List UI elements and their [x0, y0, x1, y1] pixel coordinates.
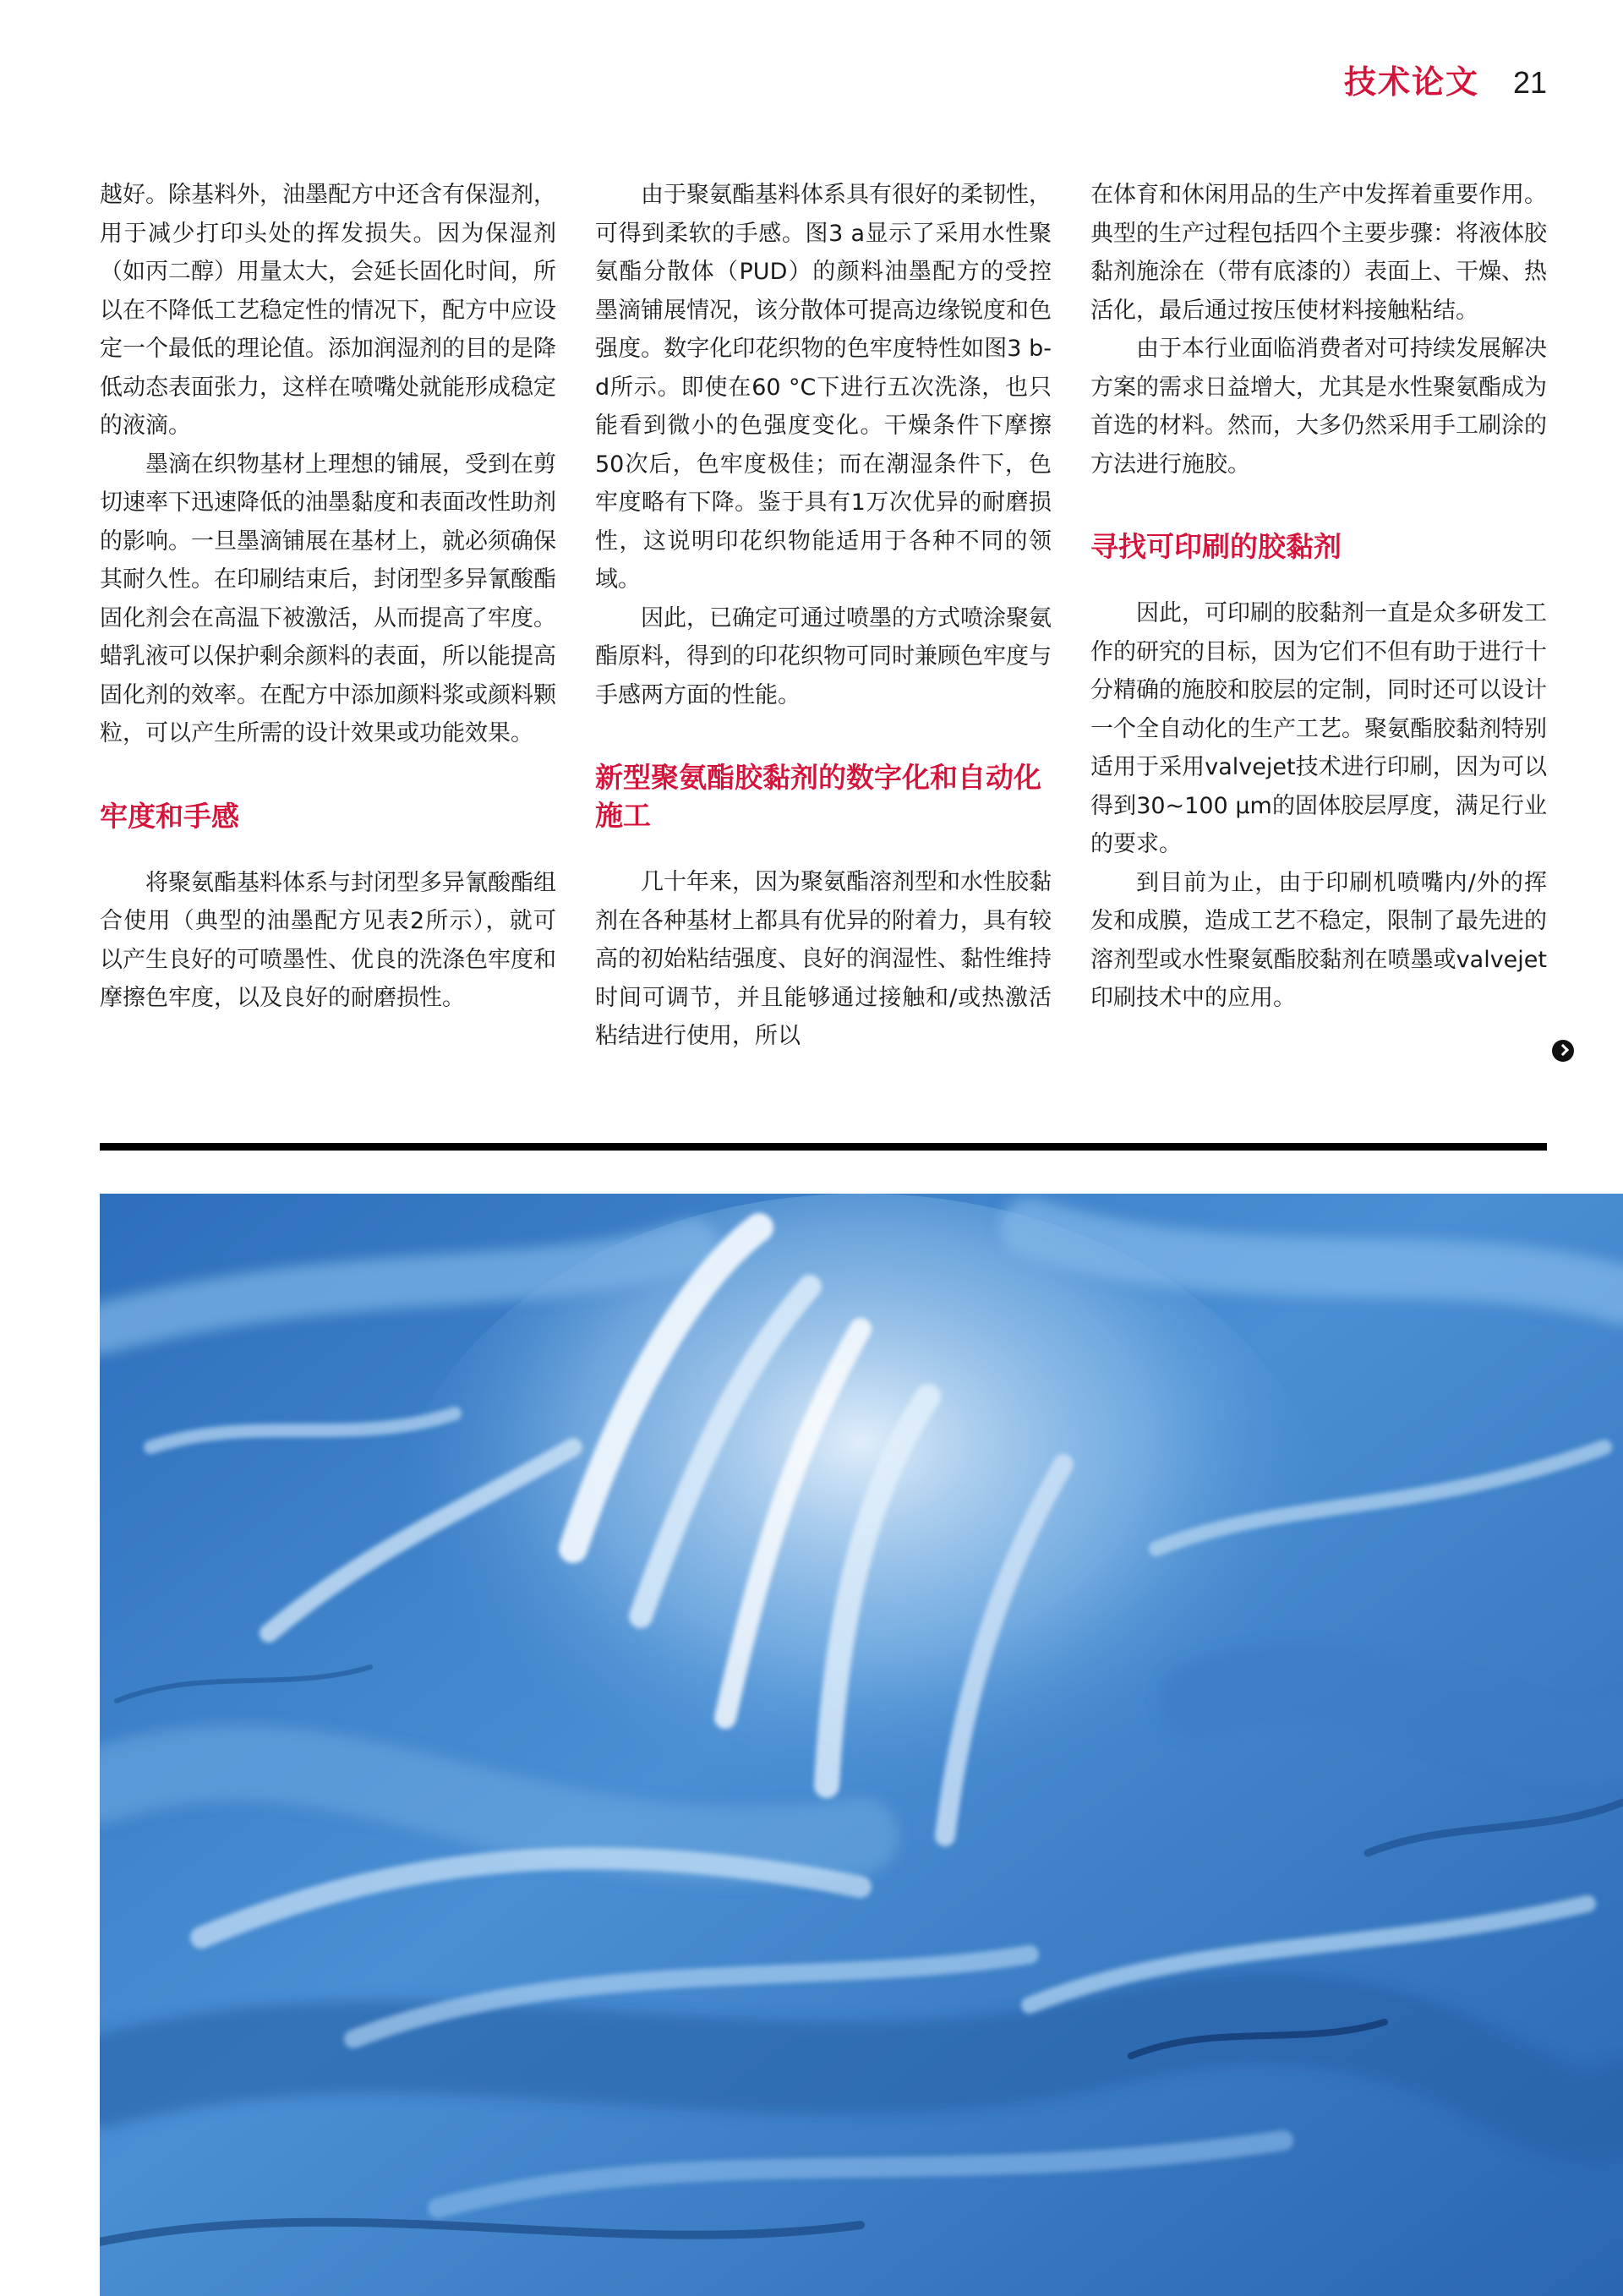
section-heading-digital-adhesive: 新型聚氨酯胶黏剂的数字化和自动化施工: [595, 761, 1041, 832]
paragraph: 墨滴在织物基材上理想的铺展，受到在剪切速率下迅速降低的油墨黏度和表面改性助剂的影响。一旦墨滴铺展在基材上，就必须确保其耐久性。在印刷结束后，封闭型多异氰酸酯固化剂会在高温下被激活，从而提高了牢度。蜡乳液可以保护剩余颜料的表面，所以能提高固化剂的效率。在配方中添加颜料浆或颜料颗粒，可以产生所需的设计效果或功能效果。: [100, 451, 556, 746]
article-body: [100, 176, 1547, 1056]
paragraph: 因此，可印刷的胶黏剂一直是众多研发工作的研究的目标，因为它们不但有助于进行十分精确的施胶和胶层的定制，同时还可以设计一个全自动化的生产工艺。聚氨酯胶黏剂特别适用于采用valvejet技术进行印刷，因为可以得到30~100 μm的固体胶层厚度，满足行业的要求。: [1090, 600, 1547, 857]
column-2: [595, 176, 1052, 1056]
divider: [100, 1143, 1547, 1151]
section-heading-printable-adhesive: 寻找可印刷的胶黏剂: [1090, 530, 1342, 563]
page-number: 21: [1512, 65, 1547, 100]
paragraph: 因此，已确定可通过喷墨的方式喷涂聚氨酯原料，得到的印花织物可同时兼顾色牢度与手感两方面的性能。: [595, 604, 1052, 708]
column-1: [100, 176, 556, 1056]
paragraph: 越好。除基料外，油墨配方中还含有保湿剂，用于减少打印头处的挥发损失。因为保湿剂（如丙二醇）用量太大，会延长固化时间，所以在不降低工艺稳定性的情况下，配方中应设定一个最低的理论值。添加润湿剂的目的是降低动态表面张力，这样在喷嘴处就能形成稳定的液滴。: [100, 182, 556, 439]
paragraph: 在体育和休闲用品的生产中发挥着重要作用。典型的生产过程包括四个主要步骤：将液体胶黏剂施涂在（带有底漆的）表面上、干燥、热活化，最后通过按压使材料接触粘结。: [1090, 182, 1547, 324]
section-title: 技术论文: [1343, 63, 1479, 101]
section-heading-fastness: 牢度和手感: [100, 799, 239, 833]
page-header: [1344, 56, 1547, 102]
paragraph: 由于本行业面临消费者对可持续发展解决方案的需求日益增大，尤其是水性聚氨酯成为首选的材料。然而，大多仍然采用手工刷涂的方法进行施胶。: [1090, 336, 1547, 478]
blue-paint-image: [100, 1194, 1623, 2296]
chevron-right-circle-icon[interactable]: [1552, 1040, 1574, 1062]
paragraph: 将聚氨酯基料体系与封闭型多异氰酸酯组合使用（典型的油墨配方见表2所示），就可以产生良好的可喷墨性、优良的洗涤色牢度和摩擦色牢度，以及良好的耐磨损性。: [100, 869, 556, 1011]
paragraph: 几十年来，因为聚氨酯溶剂型和水性胶黏剂在各种基材上都具有优异的附着力，具有较高的初始粘结强度、良好的润湿性、黏性维持时间可调节，并且能够通过接触和/或热激活粘结进行使用，所以: [595, 869, 1052, 1049]
paragraph: 到目前为止，由于印刷机喷嘴内/外的挥发和成膜，造成工艺不稳定，限制了最先进的溶剂型或水性聚氨酯胶黏剂在喷墨或valvejet印刷技术中的应用。: [1090, 869, 1547, 1011]
paragraph: 由于聚氨酯基料体系具有很好的柔韧性，可得到柔软的手感。图3 a显示了采用水性聚氨酯分散体（PUD）的颜料油墨配方的受控墨滴铺展情况，该分散体可提高边缘锐度和色强度。数字化印花织物的色牢度特性如图3 b-d所示。即使在60 °C下进行五次洗涤，也只能看到微小的色强度变化。干燥条件下摩擦50次后，色牢度极佳；而在潮湿条件下，色牢度略有下降。鉴于具有1万次优异的耐磨损性，这说明印花织物能适用于各种不同的领域。: [595, 182, 1052, 593]
column-3: [1090, 176, 1547, 1056]
